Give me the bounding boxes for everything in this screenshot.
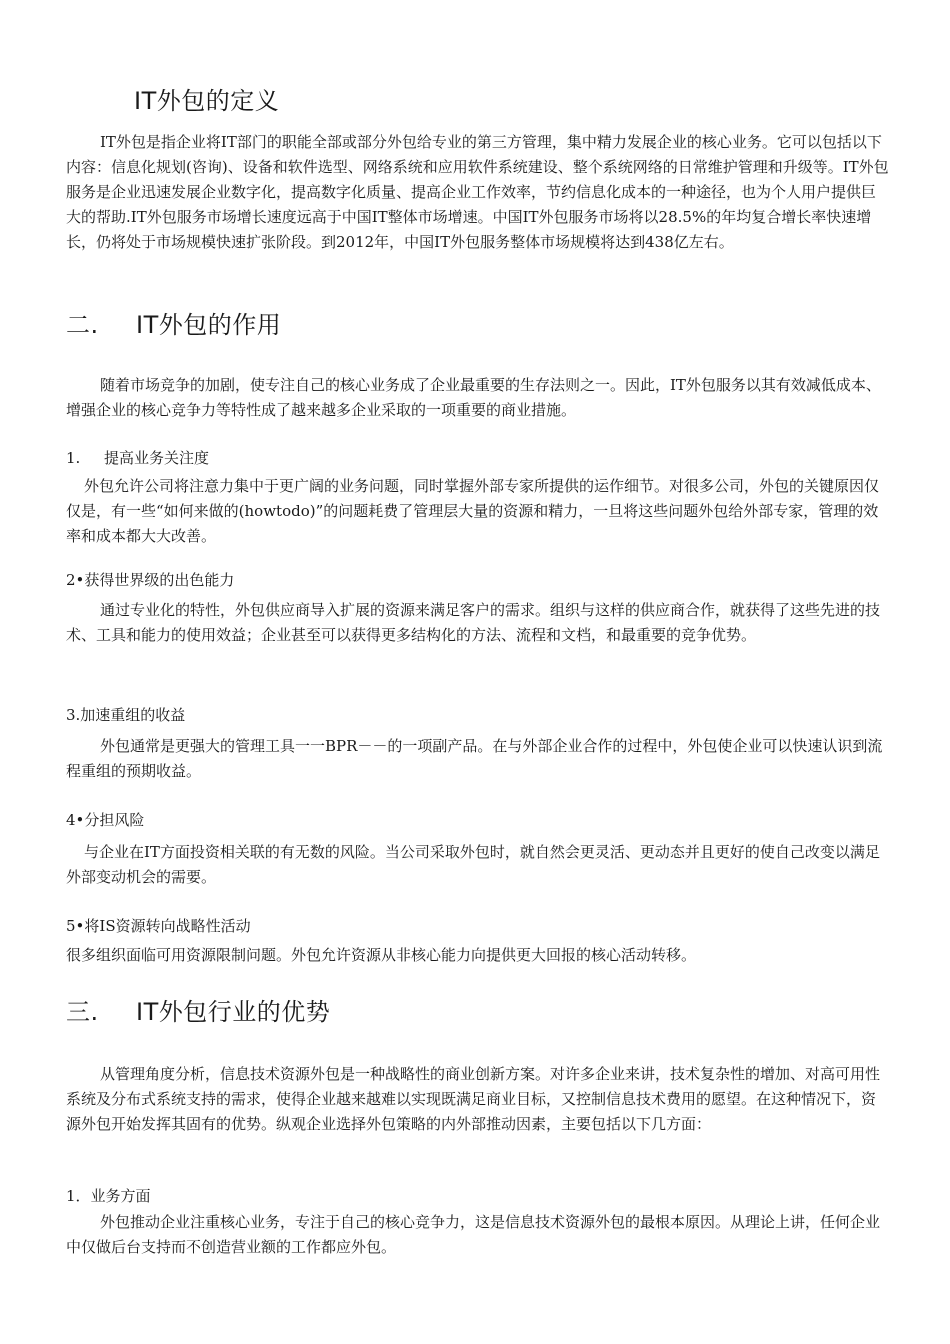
item-paragraph-3: 外包通常是更强大的管理工具一一BPR－－的一项副产品。在与外部企业合作的过程中，外包使企业可以快速认识到流程重组的预期收益。 [66,737,883,780]
role-intro-paragraph: 随着市场竞争的加剧，使专注自己的核心业务成了企业最重要的生存法则之一。因此，IT外包服务以其有效减低成本、增强企业的核心竞争力等特性成了越来越多企业采取的一项重要的商业措施。 [66,376,881,419]
item-paragraph-4: 与企业在IT方面投资相关联的有无数的风险。当公司采取外包时，就自然会更灵活、更动态并且更好的使自己改变以满足外部变动机会的需要。 [66,843,880,886]
section-title-advantages [66,997,330,1027]
item-heading-4: 4•分担风险 [66,811,145,829]
item-title: 提高业务关注度 [104,449,210,467]
item-heading-5: 5•将IS资源转向战略性活动 [66,917,251,935]
item-paragraph-1: 外包允许公司将注意力集中于更广阔的业务问题，同时掌握外部专家所提供的运作细节。对很多公司，外包的关键原因仅仅是，有一些“如何来做的(howtodo)”的问题耗费了管理层大量的资源和精力，一旦将这些问题外包给外部专家，管理的效率和成本都大大改善。 [66,477,880,545]
section-number: 三. [66,998,99,1026]
section-number: 二. [66,311,99,339]
item-heading-3: 3.加速重组的收益 [66,706,186,724]
item-number: 1. [66,449,81,467]
advantages-intro-paragraph: 从管理角度分析，信息技术资源外包是一种战略性的商业创新方案。对许多企业来讲，技术复杂性的增加、对高可用性系统及分布式系统支持的需求，使得企业越来越难以实现既满足商业目标，又控制信息技术费用的愿望。在这种情况下，资源外包开始发挥其固有的优势。纵观企业选择外包策略的内外部推动因素，主要包括以下几方面： [66,1065,881,1133]
section-title-text: IT外包的作用 [136,311,282,339]
item-paragraph-2: 通过专业化的特性，外包供应商导入扩展的资源来满足客户的需求。组织与这样的供应商合作，就获得了这些先进的技术、工具和能力的使用效益；企业甚至可以获得更多结构化的方法、流程和文档，和最重要的竞争优势。 [66,601,881,644]
item-heading-1 [66,448,209,468]
item-heading-2: 2•获得世界级的出色能力 [66,571,235,589]
section-title-definition: IT外包的定义 [134,87,280,115]
section-title-role [66,310,281,340]
advantage-paragraph-1: 外包推动企业注重核心业务，专注于自己的核心竞争力，这是信息技术资源外包的最根本原因。从理论上讲，任何企业中仅做后台支持而不创造营业额的工作都应外包。 [66,1213,881,1256]
section-title-text: IT外包行业的优势 [136,998,331,1026]
item-paragraph-5: 很多组织面临可用资源限制问题。外包允许资源从非核心能力向提供更大回报的核心活动转移。 [66,946,697,964]
definition-paragraph: IT外包是指企业将IT部门的职能全部或部分外包给专业的第三方管理，集中精力发展企业的核心业务。它可以包括以下内容：信息化规划(咨询)、设备和软件选型、网络系统和应用软件系统建设、整个系统网络的日常维护管理和升级等。IT外包服务是企业迅速发展企业数字化，提高数字化质量、提高企业工作效率，节约信息化成本的一种途径，也为个人用户提供巨大的帮助.IT外包服务市场增长速度远高于中国IT整体市场增速。中国IT外包服务市场将以28.5%的年均复合增长率快速增长，仍将处于市场规模快速扩张阶段。到2012年，中国IT外包服务整体市场规模将达到438亿左右。 [66,133,889,251]
advantage-heading-1: 1．业务方面 [66,1187,151,1205]
